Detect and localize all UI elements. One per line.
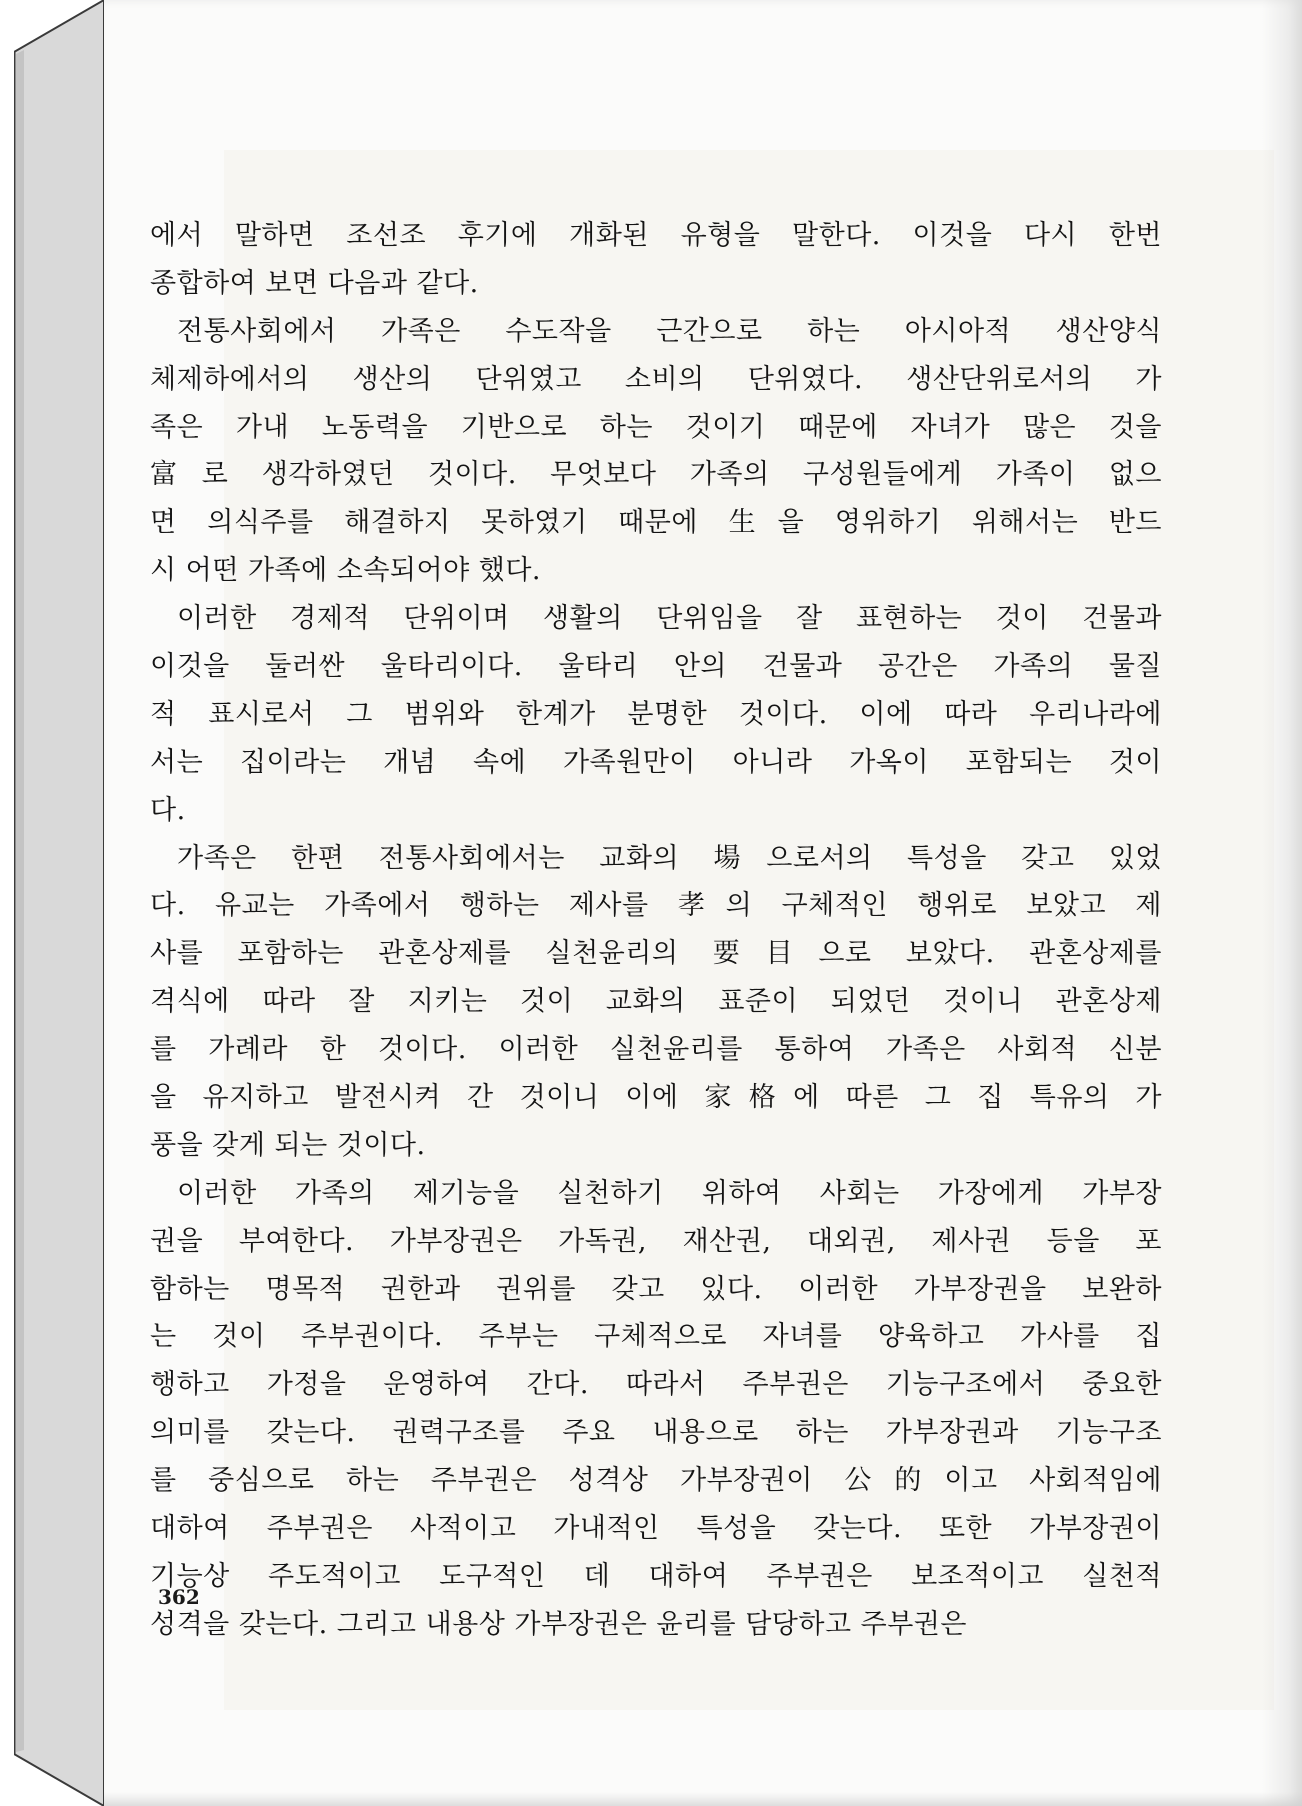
text-line: 함하는 명목적 권한과 권위를 갖고 있다. 이러한 가부장권을 보완하: [150, 1273, 1162, 1305]
paragraph: [150, 835, 1162, 1170]
paragraph: [150, 1170, 1162, 1649]
text-line: 이러한 가족의 제기능을 실천하기 위하여 사회는 가장에게 가부장: [177, 1177, 1162, 1209]
text-line: 사를 포함하는 관혼상제를 실천윤리의 要目으로 보았다. 관혼상제를: [150, 938, 1162, 970]
text-line: 종합하여 보면 다음과 같다.: [150, 267, 479, 299]
paragraph: [150, 212, 1162, 308]
text-line: 권을 부여한다. 가부장권은 가독권, 재산권, 대외권, 제사권 등을 포: [150, 1225, 1162, 1257]
text-line: 성격을 갖는다. 그리고 내용상 가부장권은 윤리를 담당하고 주부권은: [150, 1608, 967, 1640]
paragraph: [150, 595, 1162, 834]
text-line: 가족은 한편 전통사회에서는 교화의 場으로서의 특성을 갖고 있었: [177, 842, 1162, 874]
text-line: 다.: [150, 794, 186, 826]
page-bottom-shadow: [104, 1792, 1302, 1806]
text-line: 을 유지하고 발전시켜 간 것이니 이에 家格에 따른 그 집 특유의 가: [150, 1082, 1162, 1114]
text-line: 서는 집이라는 개념 속에 가족원만이 아니라 가옥이 포함되는 것이: [150, 746, 1162, 778]
text-line: 이러한 경제적 단위이며 생활의 단위임을 잘 표현하는 것이 건물과: [177, 603, 1162, 635]
text-line: 는 것이 주부권이다. 주부는 구체적으로 자녀를 양육하고 가사를 집: [150, 1321, 1162, 1353]
text-line: 전통사회에서 가족은 수도작을 근간으로 하는 아시아적 생산양식: [177, 315, 1162, 347]
page-number: 362: [158, 1585, 200, 1609]
text-line: 풍을 갖게 되는 것이다.: [150, 1129, 426, 1161]
body-text: [150, 212, 1162, 1649]
text-line: 富로 생각하였던 것이다. 무엇보다 가족의 구성원들에게 가족이 없으: [150, 459, 1162, 491]
text-line: 적 표시로서 그 범위와 한계가 분명한 것이다. 이에 따라 우리나라에: [150, 698, 1162, 730]
text-line: 이것을 둘러싼 울타리이다. 울타리 안의 건물과 공간은 가족의 물질: [150, 651, 1162, 683]
text-line: 를 가례라 한 것이다. 이러한 실천윤리를 통하여 가족은 사회적 신분: [150, 1034, 1162, 1066]
text-line: 기능상 주도적이고 도구적인 데 대하여 주부권은 보조적이고 실천적: [150, 1560, 1162, 1592]
text-line: 대하여 주부권은 사적이고 가내적인 특성을 갖는다. 또한 가부장권이: [150, 1513, 1162, 1545]
paragraph: [150, 308, 1162, 595]
book-spine: [14, 0, 104, 1806]
text-line: 시 어떤 가족에 소속되어야 했다.: [150, 555, 541, 587]
text-line: 족은 가내 노동력을 기반으로 하는 것이기 때문에 자녀가 많은 것을: [150, 411, 1162, 443]
text-line: 의미를 갖는다. 권력구조를 주요 내용으로 하는 가부장권과 기능구조: [150, 1417, 1162, 1449]
text-line: 격식에 따라 잘 지키는 것이 교화의 표준이 되었던 것이니 관혼상제: [150, 986, 1162, 1018]
text-line: 에서 말하면 조선조 후기에 개화된 유형을 말한다. 이것을 다시 한번: [150, 220, 1162, 251]
text-line: 다. 유교는 가족에서 행하는 제사를 孝의 구체적인 행위로 보았고 제: [150, 890, 1162, 922]
page-edge-shadow: [1262, 0, 1302, 1806]
text-line: 면 의식주를 해결하지 못하였기 때문에 生을 영위하기 위해서는 반드: [150, 507, 1162, 539]
text-line: 행하고 가정을 운영하여 간다. 따라서 주부권은 기능구조에서 중요한: [150, 1369, 1162, 1401]
text-line: 체제하에서의 생산의 단위였고 소비의 단위였다. 생산단위로서의 가: [150, 363, 1162, 395]
book-spine-graphic: [14, 0, 104, 1806]
text-line: 를 중심으로 하는 주부권은 성격상 가부장권이 公的이고 사회적임에: [150, 1465, 1162, 1497]
